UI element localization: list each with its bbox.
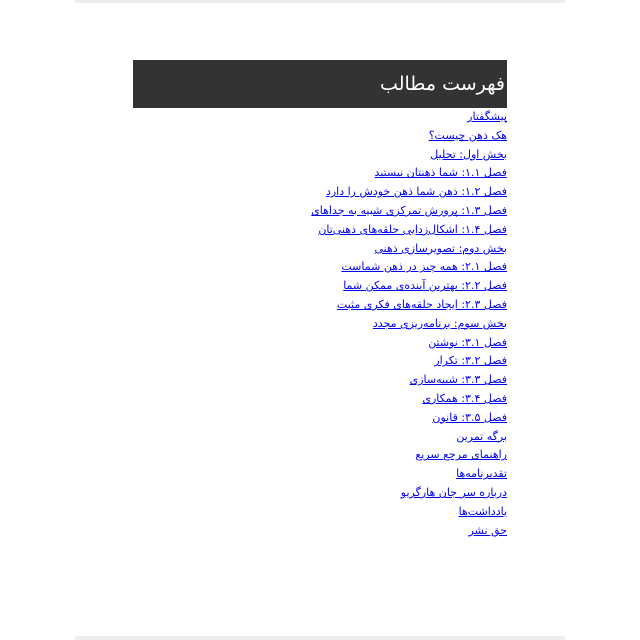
toc-item — [133, 352, 507, 371]
toc-item — [133, 108, 507, 127]
toc-link-chapter-1-3[interactable]: فصل ۱.۳: پرورش تمرکزی شبیه به جداهای — [311, 203, 507, 217]
toc-item — [133, 465, 507, 484]
toc-link-part-3[interactable]: بخش سوم: برنامه‌ریزی مجدد — [372, 316, 507, 330]
toc-title: فهرست مطالب — [380, 73, 505, 95]
toc-link-chapter-3-1[interactable]: فصل ۳.۱: نوشتن — [428, 335, 507, 349]
bottom-page-edge — [75, 636, 565, 640]
toc-item — [133, 127, 507, 146]
toc-link-copyright[interactable]: حق نشر — [468, 523, 507, 537]
toc-header-bar — [133, 60, 507, 108]
toc-link-chapter-3-2[interactable]: فصل ۳.۲: تکرار — [434, 354, 507, 368]
toc-link-quick-reference[interactable]: راهنمای مرجع سریع — [415, 448, 507, 462]
toc-item — [133, 202, 507, 221]
toc-item — [133, 390, 507, 409]
toc-link-chapter-3-3[interactable]: فصل ۳.۳: شبیه‌سازی — [409, 373, 507, 387]
toc-link-chapter-2-3[interactable]: فصل ۲.۳: ایجاد حلقه‌های فکری مثبت — [336, 297, 507, 311]
toc-link-chapter-1-4[interactable]: فصل ۱.۴: اشکال‌زدایی حلقه‌های ذهنی‌تان — [318, 222, 507, 236]
toc-item — [133, 446, 507, 465]
toc-link-chapter-1-1[interactable]: فصل ۱.۱: شما ذهنتان نیستید — [374, 166, 507, 180]
toc-item — [133, 522, 507, 541]
toc-item — [133, 221, 507, 240]
toc-link-worksheet[interactable]: برگه تمرین — [456, 429, 507, 443]
toc-item — [133, 503, 507, 522]
toc-link-chapter-3-5[interactable]: فصل ۳.۵: قانون — [432, 410, 507, 424]
toc-page — [133, 60, 507, 540]
toc-link-chapter-1-2[interactable]: فصل ۱.۲: ذهن شما ذهن خودش را دارد — [325, 185, 507, 199]
toc-link-preface[interactable]: پیشگفتار — [467, 110, 507, 123]
toc-link-chapter-2-1[interactable]: فصل ۲.۱: همه چیز در ذهن شماست — [341, 260, 507, 274]
toc-item — [133, 409, 507, 428]
toc-link-what-is-mind-hacking[interactable]: هک ذهن چیست؟ — [428, 128, 507, 142]
toc-link-acknowledgements[interactable]: تقدیرنامه‌ها — [456, 467, 507, 481]
toc-link-chapter-3-4[interactable]: فصل ۳.۴: همکاری — [422, 391, 507, 405]
toc-item — [133, 277, 507, 296]
toc-item — [133, 484, 507, 503]
toc-item — [133, 146, 507, 165]
toc-link-part-2[interactable]: بخش دوم: تصویرسازی ذهنی — [374, 241, 507, 255]
toc-item — [133, 164, 507, 183]
toc-item — [133, 334, 507, 353]
toc-link-about-author[interactable]: درباره سر جان هارگریو — [400, 485, 507, 499]
top-page-edge — [75, 0, 565, 3]
toc-link-chapter-2-2[interactable]: فصل ۲.۲: بهترین آینده‌ی ممکن شما — [343, 279, 507, 293]
toc-link-part-1[interactable]: بخش اول: تحلیل — [430, 147, 507, 161]
toc-link-notes[interactable]: یادداشت‌ها — [458, 504, 507, 518]
toc-item — [133, 258, 507, 277]
toc-item — [133, 371, 507, 390]
toc-item — [133, 183, 507, 202]
toc-item — [133, 428, 507, 447]
toc-item — [133, 296, 507, 315]
toc-item — [133, 315, 507, 334]
toc-item — [133, 240, 507, 259]
toc-list — [133, 108, 507, 540]
